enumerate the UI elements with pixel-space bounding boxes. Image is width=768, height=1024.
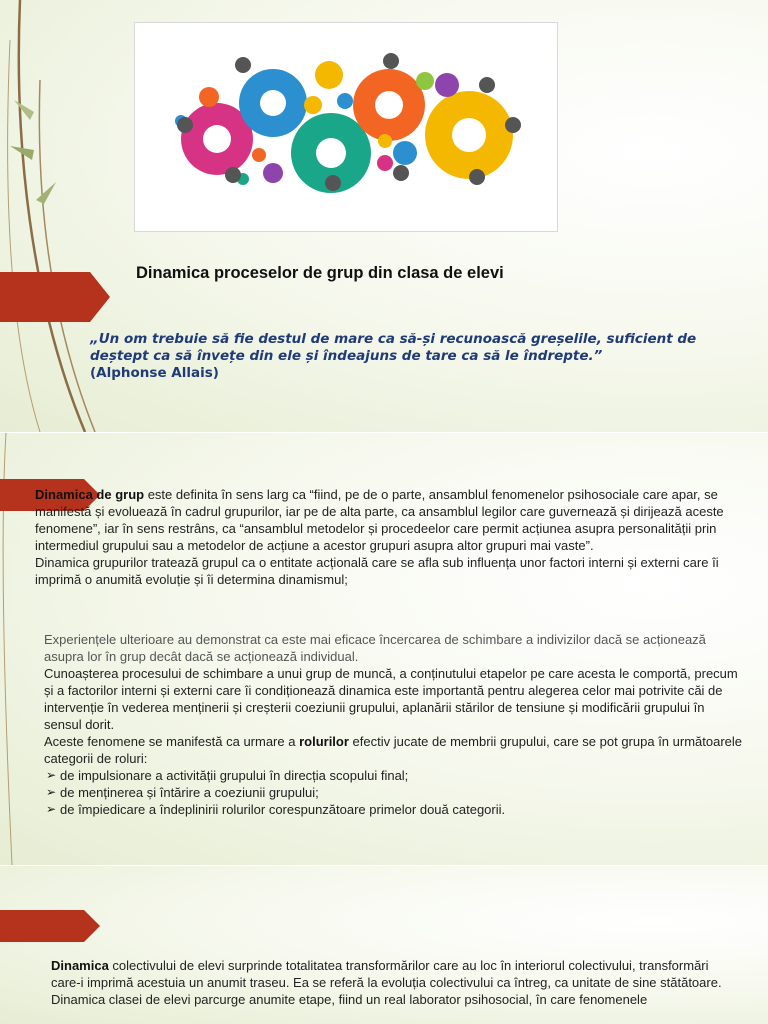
- class-dynamics-paragraph: Dinamica clasei de elevi parcurge anumite etape, fiind un real laborator psihosocial, în care fenomenele: [51, 992, 648, 1007]
- orange-gear-icon: [353, 69, 425, 141]
- slide-2: [0, 433, 768, 865]
- definition-paragraph: [35, 486, 725, 554]
- grup-dynamics-paragraph: Dinamica grupurilor tratează grupul ca o entitate acțională care se afla sub influența unor factori interni și externi care îi imprimă o anumită evoluție și îi determina dinamismul;: [35, 555, 719, 587]
- experiences-paragraph: Experiențele ulterioare au demonstrat ca este mai eficace încercarea de schimbare a indivizilor dacă se acționează asupra lor în grup decât dacă se acționează individual.: [44, 632, 706, 664]
- roles-paragraph: Aceste fenomene se manifestă ca urmare a rolurilor efectiv jucate de membrii grupului, care se pot grupa în următoarele categorii de roluri:: [44, 734, 743, 766]
- term-rolurilor: rolurilor: [299, 734, 349, 749]
- experiences-block: [44, 631, 744, 818]
- quote-author: (Alphonse Allais): [90, 365, 219, 381]
- checkmark-icon: ➢: [46, 785, 57, 799]
- gears-illustration-image: [134, 22, 558, 232]
- slide-1: [0, 0, 768, 432]
- term-dinamica: Dinamica: [51, 958, 109, 973]
- red-arrow-tab: [0, 910, 100, 942]
- list-item: ➢ de menținerea și întărire a coeziunii grupului;: [46, 785, 319, 800]
- change-process-paragraph: Cunoașterea procesului de schimbare a unui grup de muncă, a conținutului etapelor pe care acesta le comportă, precum și a factorilor interni și externi care îi condiționează dinamica este importantă pentru alegerea celor mai potrivite căi de intervenție în vederea menținerii și creșterii coeziunii grupului, aplanării stărilor de tensiune și modificării grupului în sensul dorit.: [44, 666, 738, 732]
- list-item: ➢ de impulsionare a activității grupului în direcția scopului final;: [46, 768, 409, 783]
- red-arrow-tab: [0, 272, 110, 322]
- checkmark-icon: ➢: [46, 802, 57, 816]
- term-dinamica-de-grup: Dinamica de grup: [35, 487, 145, 502]
- checkmark-icon: ➢: [46, 768, 57, 782]
- definition-block: [35, 486, 725, 588]
- collective-paragraph: Dinamica colectivului de elevi surprinde totalitatea transformărilor care au loc în interiorul colectivului, transformări care-i imprimă acestuia un anumit traseu. Ea se referă la evoluția colectivului ca întreg, ca unitate de sine stătătoare.: [51, 958, 722, 990]
- slide-title: Dinamica proceselor de grup din clasa de elevi: [136, 264, 504, 282]
- roles-list: [44, 767, 744, 818]
- blue-gear-icon: [239, 69, 307, 137]
- quote-text: „Un om trebuie să fie destul de mare ca să-și recunoască greșelile, suficient de deștept ca să învețe din ele și îndeajuns de tare ca să le îndrepte.”: [90, 331, 697, 364]
- slide-3: [0, 866, 768, 1024]
- yellow-gear-icon: [425, 91, 513, 179]
- quote: [90, 331, 730, 382]
- collective-dynamics-block: [51, 957, 731, 1008]
- definition-text: este definita în sens larg ca “fiind, pe de o parte, ansamblul fenomenelor psihosociale care apar, se manifestă și evoluează în cadrul grupurilor, iar pe de alta parte, ca ansamblul legilor care guvernează și dirijează aceste fenomene”, iar în sens restrâns, ca “ansamblul metodelor și procedeelor care permit acțiunea asupra personalității prin intermediul grupului sau a metodelor de acțiune a acestor grupuri asupra altor grupuri mai vaste”.: [35, 487, 724, 553]
- list-item: ➢ de împiedicare a îndeplinirii rolurilor corespunzătoare primelor două categorii.: [46, 802, 506, 817]
